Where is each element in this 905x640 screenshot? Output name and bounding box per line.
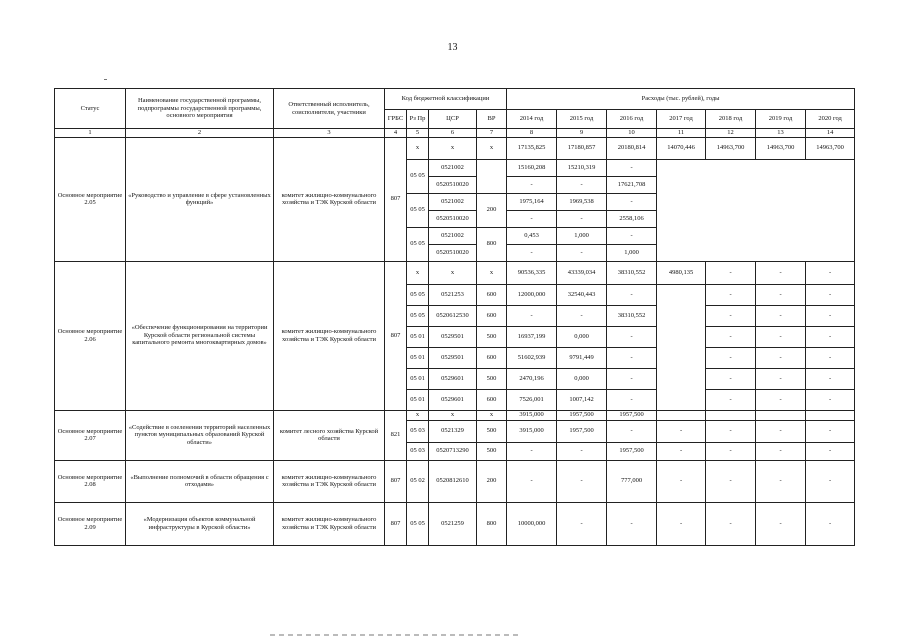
csr-cell: 0521002 xyxy=(429,193,477,210)
amount-cell: - xyxy=(756,502,806,545)
amount-cell: - xyxy=(507,210,557,227)
amount-cell: - xyxy=(806,305,855,326)
header-year: 2015 год xyxy=(557,110,607,129)
column-number: 14 xyxy=(806,129,855,138)
status-cell: Основное мероприятие 2.06 xyxy=(55,261,126,410)
vr-cell: 800 xyxy=(477,502,507,545)
grbs-cell: 807 xyxy=(385,137,407,261)
csr-cell: х xyxy=(429,137,477,159)
column-number: 4 xyxy=(385,129,407,138)
header-year: 2020 год xyxy=(806,110,855,129)
header-year: 2018 год xyxy=(706,110,756,129)
amount-cell xyxy=(657,410,706,420)
column-number: 1 xyxy=(55,129,126,138)
vr-cell: 800 xyxy=(477,227,507,261)
page-number: 13 xyxy=(447,42,458,53)
header-year: 2019 год xyxy=(756,110,806,129)
header-expenses: Расходы (тыс. рублей), годы xyxy=(507,89,855,110)
csr-cell: х xyxy=(429,410,477,420)
amount-cell: - xyxy=(806,261,855,284)
amount-cell: 15160,208 xyxy=(507,159,557,176)
column-number: 2 xyxy=(126,129,274,138)
column-number-row xyxy=(55,129,855,138)
status-cell: Основное мероприятие 2.05 xyxy=(55,137,126,261)
rzpr-cell: 05 05 xyxy=(407,193,429,227)
header-year: 2016 год xyxy=(607,110,657,129)
status-cell: Основное мероприятие 2.08 xyxy=(55,460,126,502)
amount-cell: 43339,034 xyxy=(557,261,607,284)
amount-cell: - xyxy=(657,442,706,460)
amount-cell: - xyxy=(607,420,657,442)
amount-cell: - xyxy=(607,193,657,210)
amount-cell: 0,000 xyxy=(557,368,607,389)
column-number: 3 xyxy=(274,129,385,138)
amount-cell: 17621,708 xyxy=(607,176,657,193)
column-number: 9 xyxy=(557,129,607,138)
amount-cell: - xyxy=(607,389,657,410)
program-name-cell: «Руководство и управление в сфере установленных функций» xyxy=(126,137,274,261)
header-csr: ЦСР xyxy=(429,110,477,129)
amount-cell: 17180,857 xyxy=(557,137,607,159)
vr-cell: х xyxy=(477,410,507,420)
amount-cell: - xyxy=(557,305,607,326)
amount-cell: 1007,142 xyxy=(557,389,607,410)
header-year: 2014 год xyxy=(507,110,557,129)
amount-cell: 20180,814 xyxy=(607,137,657,159)
amount-cell: - xyxy=(706,420,756,442)
amount-cell: 1957,500 xyxy=(557,420,607,442)
header-budget-code: Код бюджетной классификации xyxy=(385,89,507,110)
executor-cell: комитет жилищно-коммунального хозяйства и ТЭК Курской области xyxy=(274,137,385,261)
amount-cell: - xyxy=(756,442,806,460)
csr-cell: 0520812610 xyxy=(429,460,477,502)
amount-cell: - xyxy=(806,326,855,347)
empty-cell xyxy=(657,159,855,261)
amount-cell: 9791,449 xyxy=(557,347,607,368)
total-row xyxy=(55,137,855,159)
grbs-cell: 807 xyxy=(385,502,407,545)
amount-cell: - xyxy=(756,326,806,347)
table-row xyxy=(55,460,855,502)
amount-cell: 14963,700 xyxy=(706,137,756,159)
amount-cell: 7526,001 xyxy=(507,389,557,410)
vr-cell: 600 xyxy=(477,347,507,368)
vr-cell: 500 xyxy=(477,442,507,460)
amount-cell: 90536,335 xyxy=(507,261,557,284)
amount-cell xyxy=(706,410,756,420)
vr-cell: 200 xyxy=(477,460,507,502)
vr-cell: 600 xyxy=(477,305,507,326)
amount-cell: 1,000 xyxy=(557,227,607,244)
amount-cell: 2470,196 xyxy=(507,368,557,389)
header-vr: ВР xyxy=(477,110,507,129)
vr-cell: 500 xyxy=(477,326,507,347)
amount-cell: - xyxy=(557,502,607,545)
amount-cell: - xyxy=(607,347,657,368)
executor-cell: комитет жилищно-коммунального хозяйства и ТЭК Курской области xyxy=(274,502,385,545)
amount-cell: 32540,443 xyxy=(557,284,607,305)
amount-cell: 10000,000 xyxy=(507,502,557,545)
amount-cell: 4980,135 xyxy=(657,261,706,284)
csr-cell: 0520510020 xyxy=(429,210,477,227)
amount-cell: - xyxy=(706,368,756,389)
amount-cell: 0,453 xyxy=(507,227,557,244)
amount-cell: - xyxy=(607,227,657,244)
vr-cell: 200 xyxy=(477,193,507,227)
amount-cell: 38310,552 xyxy=(607,305,657,326)
amount-cell xyxy=(756,410,806,420)
program-name-cell: «Модернизация объектов коммунальной инфраструктуры в Курской области» xyxy=(126,502,274,545)
rzpr-cell: 05 01 xyxy=(407,347,429,368)
rzpr-cell: 05 05 xyxy=(407,284,429,305)
amount-cell: - xyxy=(507,244,557,261)
amount-cell: 2558,106 xyxy=(607,210,657,227)
vr-cell: 500 xyxy=(477,420,507,442)
column-number: 5 xyxy=(407,129,429,138)
rzpr-cell: х xyxy=(407,137,429,159)
amount-cell: 1,000 xyxy=(607,244,657,261)
amount-cell: - xyxy=(607,326,657,347)
amount-cell: - xyxy=(507,176,557,193)
header-rzpr: Рз Пр xyxy=(407,110,429,129)
column-number: 6 xyxy=(429,129,477,138)
total-row xyxy=(55,261,855,284)
csr-cell: 0521259 xyxy=(429,502,477,545)
amount-cell: - xyxy=(557,442,607,460)
program-name-cell: «Выполнение полномочий в области обращения с отходами» xyxy=(126,460,274,502)
amount-cell: 1957,500 xyxy=(557,410,607,420)
csr-cell: 0520713290 xyxy=(429,442,477,460)
grbs-cell: 807 xyxy=(385,460,407,502)
program-name-cell: «Содействие в озеленении территорий населенных пунктов муниципальных образований Курской области» xyxy=(126,410,274,460)
amount-cell: - xyxy=(756,368,806,389)
column-number: 10 xyxy=(607,129,657,138)
amount-cell: - xyxy=(706,442,756,460)
vr-cell: 600 xyxy=(477,284,507,305)
rzpr-cell: 05 05 xyxy=(407,227,429,261)
column-number: 12 xyxy=(706,129,756,138)
amount-cell: 14070,446 xyxy=(657,137,706,159)
amount-cell: - xyxy=(756,284,806,305)
amount-cell: - xyxy=(657,420,706,442)
column-number: 8 xyxy=(507,129,557,138)
amount-cell: - xyxy=(706,284,756,305)
csr-cell: 0529601 xyxy=(429,368,477,389)
amount-cell: - xyxy=(756,305,806,326)
grbs-cell: 807 xyxy=(385,261,407,410)
amount-cell: 3915,000 xyxy=(507,420,557,442)
rzpr-cell: х xyxy=(407,261,429,284)
rzpr-cell: 05 01 xyxy=(407,368,429,389)
rzpr-cell: 05 01 xyxy=(407,326,429,347)
empty-cell xyxy=(657,284,706,410)
csr-cell: 0520510020 xyxy=(429,176,477,193)
amount-cell: - xyxy=(507,460,557,502)
amount-cell: - xyxy=(507,442,557,460)
csr-cell: 0521002 xyxy=(429,159,477,176)
amount-cell: - xyxy=(806,284,855,305)
amount-cell: - xyxy=(706,347,756,368)
amount-cell: - xyxy=(607,502,657,545)
amount-cell: 1975,164 xyxy=(507,193,557,210)
amount-cell: - xyxy=(557,210,607,227)
column-number: 11 xyxy=(657,129,706,138)
csr-cell: х xyxy=(429,261,477,284)
amount-cell: - xyxy=(756,420,806,442)
csr-cell: 0529501 xyxy=(429,347,477,368)
amount-cell: - xyxy=(607,284,657,305)
amount-cell: - xyxy=(557,244,607,261)
amount-cell: 51602,939 xyxy=(507,347,557,368)
csr-cell: 0521329 xyxy=(429,420,477,442)
table-body xyxy=(55,89,855,546)
header-row xyxy=(55,89,855,110)
csr-cell: 0529501 xyxy=(429,326,477,347)
amount-cell: - xyxy=(557,460,607,502)
amount-cell: 38310,552 xyxy=(607,261,657,284)
stray-mark xyxy=(104,79,107,80)
amount-cell: - xyxy=(806,347,855,368)
program-name-cell: «Обеспечение функционирования на территории Курской области региональной системы капитального ремонта многоквартирных домов» xyxy=(126,261,274,410)
amount-cell: - xyxy=(706,502,756,545)
amount-cell: 1957,500 xyxy=(607,410,657,420)
amount-cell: - xyxy=(657,460,706,502)
header-year: 2017 год xyxy=(657,110,706,129)
amount-cell: 3915,000 xyxy=(507,410,557,420)
vr-cell: 600 xyxy=(477,389,507,410)
rzpr-cell: 05 05 xyxy=(407,305,429,326)
executor-cell: комитет жилищно-коммунального хозяйства и ТЭК Курской области xyxy=(274,261,385,410)
vr-cell: 500 xyxy=(477,368,507,389)
rzpr-cell: 05 03 xyxy=(407,420,429,442)
csr-cell: 0521253 xyxy=(429,284,477,305)
vr-cell: х xyxy=(477,261,507,284)
amount-cell: - xyxy=(806,460,855,502)
rzpr-cell: 05 02 xyxy=(407,460,429,502)
csr-cell: 0521002 xyxy=(429,227,477,244)
total-row xyxy=(55,410,855,420)
budget-table xyxy=(54,88,855,546)
column-number: 13 xyxy=(756,129,806,138)
rzpr-cell: 05 05 xyxy=(407,502,429,545)
amount-cell: 0,000 xyxy=(557,326,607,347)
amount-cell: - xyxy=(756,261,806,284)
grbs-cell: 821 xyxy=(385,410,407,460)
amount-cell: 14963,700 xyxy=(756,137,806,159)
amount-cell: - xyxy=(557,176,607,193)
vr-cell: х xyxy=(477,137,507,159)
rzpr-cell: 05 03 xyxy=(407,442,429,460)
amount-cell: - xyxy=(806,389,855,410)
executor-cell: комитет жилищно-коммунального хозяйства и ТЭК Курской области xyxy=(274,460,385,502)
amount-cell: - xyxy=(706,460,756,502)
amount-cell: - xyxy=(706,305,756,326)
amount-cell: 14963,700 xyxy=(806,137,855,159)
amount-cell: 16937,199 xyxy=(507,326,557,347)
amount-cell: - xyxy=(607,159,657,176)
rzpr-cell: 05 01 xyxy=(407,389,429,410)
vr-cell xyxy=(477,159,507,193)
header-program: Наименование государственной программы, подпрограммы государственной программы, основного мероприятия xyxy=(126,89,274,129)
executor-cell: комитет лесного хозяйства Курской области xyxy=(274,410,385,460)
amount-cell: - xyxy=(706,261,756,284)
amount-cell: - xyxy=(756,460,806,502)
amount-cell: - xyxy=(507,305,557,326)
amount-cell: - xyxy=(806,502,855,545)
csr-cell: 0529601 xyxy=(429,389,477,410)
amount-cell: - xyxy=(706,326,756,347)
amount-cell: - xyxy=(806,442,855,460)
header-status: Статус xyxy=(55,89,126,129)
rzpr-cell: 05 05 xyxy=(407,159,429,193)
scan-artifact xyxy=(270,634,520,636)
table-row xyxy=(55,502,855,545)
amount-cell xyxy=(806,410,855,420)
amount-cell: - xyxy=(756,347,806,368)
amount-cell: 1969,538 xyxy=(557,193,607,210)
amount-cell: 777,000 xyxy=(607,460,657,502)
csr-cell: 0520510020 xyxy=(429,244,477,261)
amount-cell: - xyxy=(756,389,806,410)
amount-cell: - xyxy=(806,420,855,442)
status-cell: Основное мероприятие 2.09 xyxy=(55,502,126,545)
amount-cell: 17135,825 xyxy=(507,137,557,159)
amount-cell: - xyxy=(607,368,657,389)
csr-cell: 0520612530 xyxy=(429,305,477,326)
amount-cell: 1957,500 xyxy=(607,442,657,460)
amount-cell: - xyxy=(806,368,855,389)
rzpr-cell: х xyxy=(407,410,429,420)
header-executor: Ответственный исполнитель, соисполнители, участники xyxy=(274,89,385,129)
header-grbs: ГРБС xyxy=(385,110,407,129)
amount-cell: - xyxy=(706,389,756,410)
column-number: 7 xyxy=(477,129,507,138)
amount-cell: 15210,319 xyxy=(557,159,607,176)
status-cell: Основное мероприятие 2.07 xyxy=(55,410,126,460)
amount-cell: 12000,000 xyxy=(507,284,557,305)
amount-cell: - xyxy=(657,502,706,545)
